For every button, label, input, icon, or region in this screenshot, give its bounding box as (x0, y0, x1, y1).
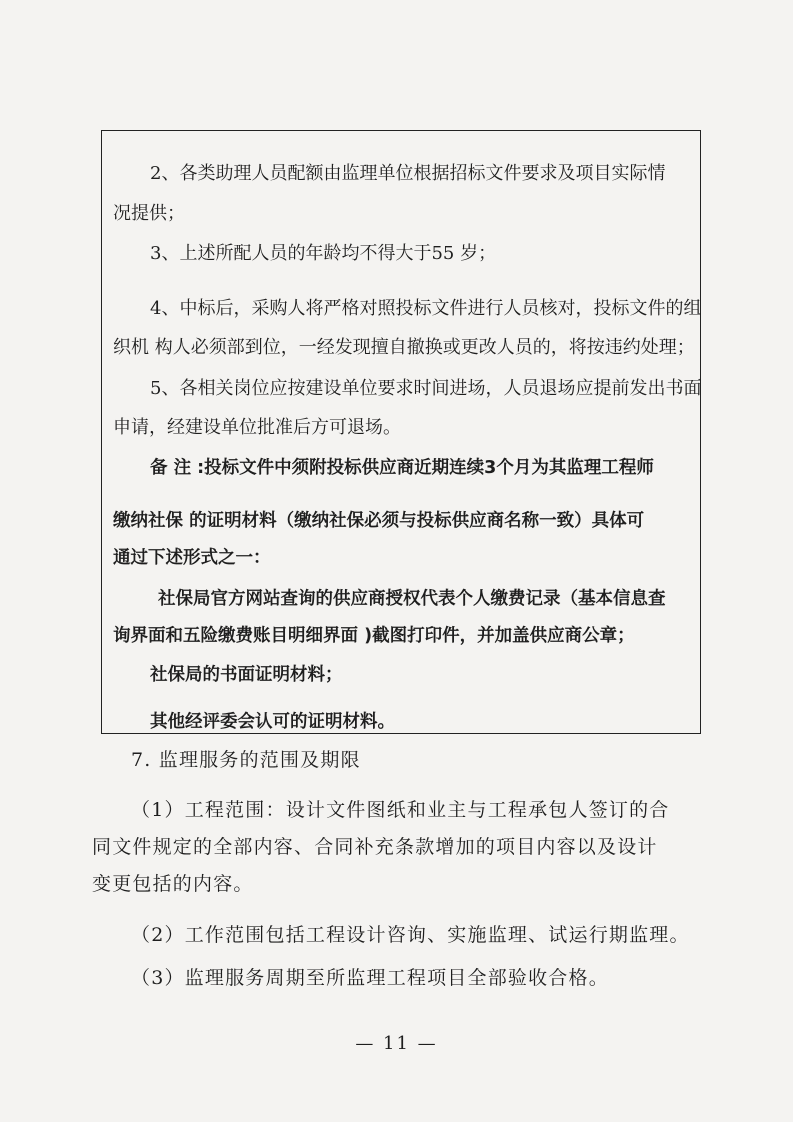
note-item-4-line-2: 织机 构人必须部到位，一经发现擅自撤换或更改人员的，将按违约处理； (113, 337, 695, 358)
option-1-line-1: 社保局官方网站查询的供应商授权代表个人缴费记录（基本信息查 (158, 589, 666, 609)
note-item-2-line-1: 2、各类助理人员配额由监理单位根据招标文件要求及项目实际情 (150, 163, 666, 184)
section-7-p2: （2）工作范围包括工程设计咨询、实施监理、试运行期监理。 (131, 924, 690, 946)
option-1-line-2: 询界面和五险缴费账目明细界面 )截图打印件，并加盖供应商公章； (113, 626, 635, 646)
remark-line-2: 缴纳社保 的证明材料（缴纳社保必须与投标供应商名称一致）具体可 (113, 511, 645, 531)
remark-line-1: 备 注 :投标文件中须附投标供应商近期连续3个月为其监理工程师 (150, 458, 654, 478)
note-item-5-line-2: 申请，经建设单位批准后方可退场。 (113, 417, 401, 438)
note-item-4-line-1: 4、中标后，采购人将严格对照投标文件进行人员核对，投标文件的组 (150, 298, 702, 319)
page-number: — 11 — (355, 1033, 438, 1054)
remark-line-3: 通过下述形式之一： (113, 548, 271, 568)
section-7-p1-line-3: 变更包括的内容。 (92, 873, 254, 895)
section-7-heading: 7. 监理服务的范围及期限 (131, 749, 361, 771)
note-item-3: 3、上述所配人员的年龄均不得大于55 岁； (150, 243, 497, 264)
section-7-p1-line-2: 同文件规定的全部内容、合同补充条款增加的项目内容以及设计 (92, 836, 658, 858)
option-3: 其他经评委会认可的证明材料。 (150, 712, 395, 732)
note-item-5-line-1: 5、各相关岗位应按建设单位要求时间进场，人员退场应提前发出书面 (150, 378, 702, 399)
note-item-2-line-2: 况提供； (113, 203, 185, 224)
section-7-p3: （3）监理服务周期至所监理工程项目全部验收合格。 (131, 967, 609, 989)
option-2: 社保局的书面证明材料； (150, 665, 343, 685)
section-7-p1-line-1: （1）工程范围：设计文件图纸和业主与工程承包人签订的合 (131, 799, 670, 821)
